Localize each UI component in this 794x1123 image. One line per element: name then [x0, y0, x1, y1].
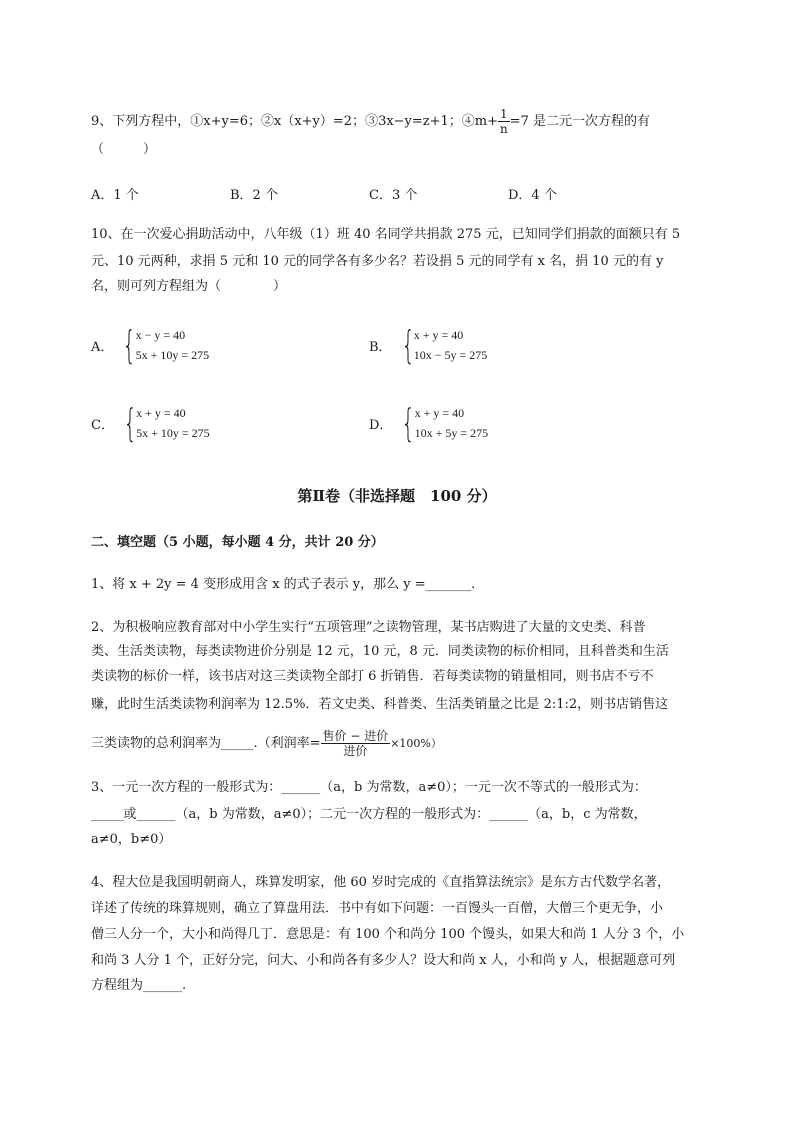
- profit-rate-fraction: [321, 729, 391, 758]
- q9-option-c: C．3 个: [369, 188, 418, 203]
- equation: 5x + 10y = 275: [135, 348, 210, 362]
- q9-fraction: [498, 107, 510, 136]
- f3-line2: _____或______（a，b 为常数，a≠0）；二元一次方程的一般形式为：______（a，b，c 为常数，: [91, 807, 647, 822]
- q10-option-d: [369, 403, 488, 443]
- equation: 5x + 10y = 275: [136, 426, 210, 440]
- f4-line3: 僧三人分一个，大小和尚得几丁．意思是：有 100 个和尚分 100 个馒头，如果大和尚 1 人分 3 个，小: [91, 927, 685, 942]
- f4-line4: 和尚 3 人分 1 个，正好分完，问大、小和尚各有多少人？设大和尚 x 人，小和尚 y 人，根据题意可列: [91, 953, 676, 968]
- f4-line5: 方程组为______.: [91, 978, 187, 993]
- f2-line1: 2、为积极响应教育部对中小学生实行“五项管理”之读物管理，某书店购进了大量的文史类、科普: [91, 620, 646, 635]
- f2-line4: 赚，此时生活类读物利润率为 12.5%．若文史类、科普类、生活类销量之比是 2:1:2，则书店销售这: [91, 697, 669, 712]
- f2-line2: 类、生活类读物，每类读物进价分别是 12 元，10 元，8 元．同类读物的标价相同，且科普类和生活: [91, 644, 669, 659]
- f1-line: 1、将 x + 2y = 4 变形成用含 x 的式子表示 y，那么 y =_______.: [91, 577, 476, 592]
- q10-option-b: [369, 325, 487, 365]
- section-subtitle: 二、填空题（5 小题，每小题 4 分，共计 20 分）: [91, 535, 384, 550]
- equation: 10x + 5y = 275: [414, 426, 489, 440]
- q10-line2: 元、10 元两种，求捐 5 元和 10 元的同学各有多少名？若设捐 5 元的同学有 x 名，捐 10 元的有 y: [91, 254, 664, 269]
- q9-text-post: =7 是二元一次方程的有: [509, 114, 650, 129]
- q10-line3: 名，则可列方程组为（ ）: [91, 279, 287, 294]
- q9-option-d: D．4 个: [508, 188, 557, 203]
- q9-frac-num: 1: [500, 107, 508, 121]
- brace-icon: {: [123, 401, 137, 445]
- q10-line1: 10、在一次爱心捐助活动中，八年级（1）班 40 名同学共捐款 275 元，已知同学们捐款的面额只有 5: [91, 227, 681, 242]
- q10-option-a: [91, 325, 209, 365]
- q9-frac-den: n: [499, 122, 508, 136]
- brace-icon: {: [401, 323, 415, 367]
- q9-line1: [91, 107, 650, 136]
- option-label: C．: [91, 417, 114, 433]
- option-label: A．: [91, 339, 114, 355]
- frac-num: 售价 − 进价: [322, 729, 389, 743]
- f2-line3: 类读物的标价一样，该书店对这三类读物全部打 6 折销售．若每类读物的销量相同，则书店不亏不: [91, 669, 654, 684]
- section-title: 第Ⅱ卷（非选择题 100 分）: [297, 487, 497, 505]
- q10-option-c: [91, 403, 210, 443]
- brace-icon: {: [401, 401, 416, 445]
- f4-line1: 4、程大位是我国明朝商人，珠算发明家，他 60 岁时完成的《直指算法统宗》是东方古代数学名著，: [91, 875, 671, 890]
- q9-answer-blank: （ ）: [91, 142, 157, 157]
- equation: x − y = 40: [135, 328, 186, 342]
- q9-text-pre: 9、下列方程中，①x+y=6；②x（x+y）=2；③3x−y=z+1；④m+: [91, 114, 499, 129]
- equation: x + y = 40: [413, 328, 464, 342]
- f3-line3: a≠0，b≠0）: [91, 832, 172, 847]
- f2-line5-post: ×100%）: [390, 737, 442, 750]
- option-label: D．: [369, 417, 393, 433]
- q9-option-a: A．1 个: [91, 188, 139, 203]
- brace-icon: {: [122, 323, 137, 367]
- equation: x + y = 40: [136, 406, 186, 420]
- equation: 10x − 5y = 275: [413, 348, 488, 362]
- frac-den: 进价: [343, 744, 368, 758]
- q9-option-b: B．2 个: [230, 188, 278, 203]
- f2-line5-pre: 三类读物的总利润率为_____.（利润率=: [91, 736, 321, 751]
- f4-line2: 详述了传统的珠算规则，确立了算盘用法．书中有如下问题：一百馒头一百僧，大僧三个更无争，小: [91, 901, 664, 916]
- option-label: B．: [369, 339, 392, 355]
- f2-line5: [91, 729, 442, 758]
- f3-line1: 3、一元一次方程的一般形式为：______（a，b 为常数，a≠0）；一元一次不等式的一般形式为：: [91, 780, 647, 795]
- equation: x + y = 40: [414, 406, 465, 420]
